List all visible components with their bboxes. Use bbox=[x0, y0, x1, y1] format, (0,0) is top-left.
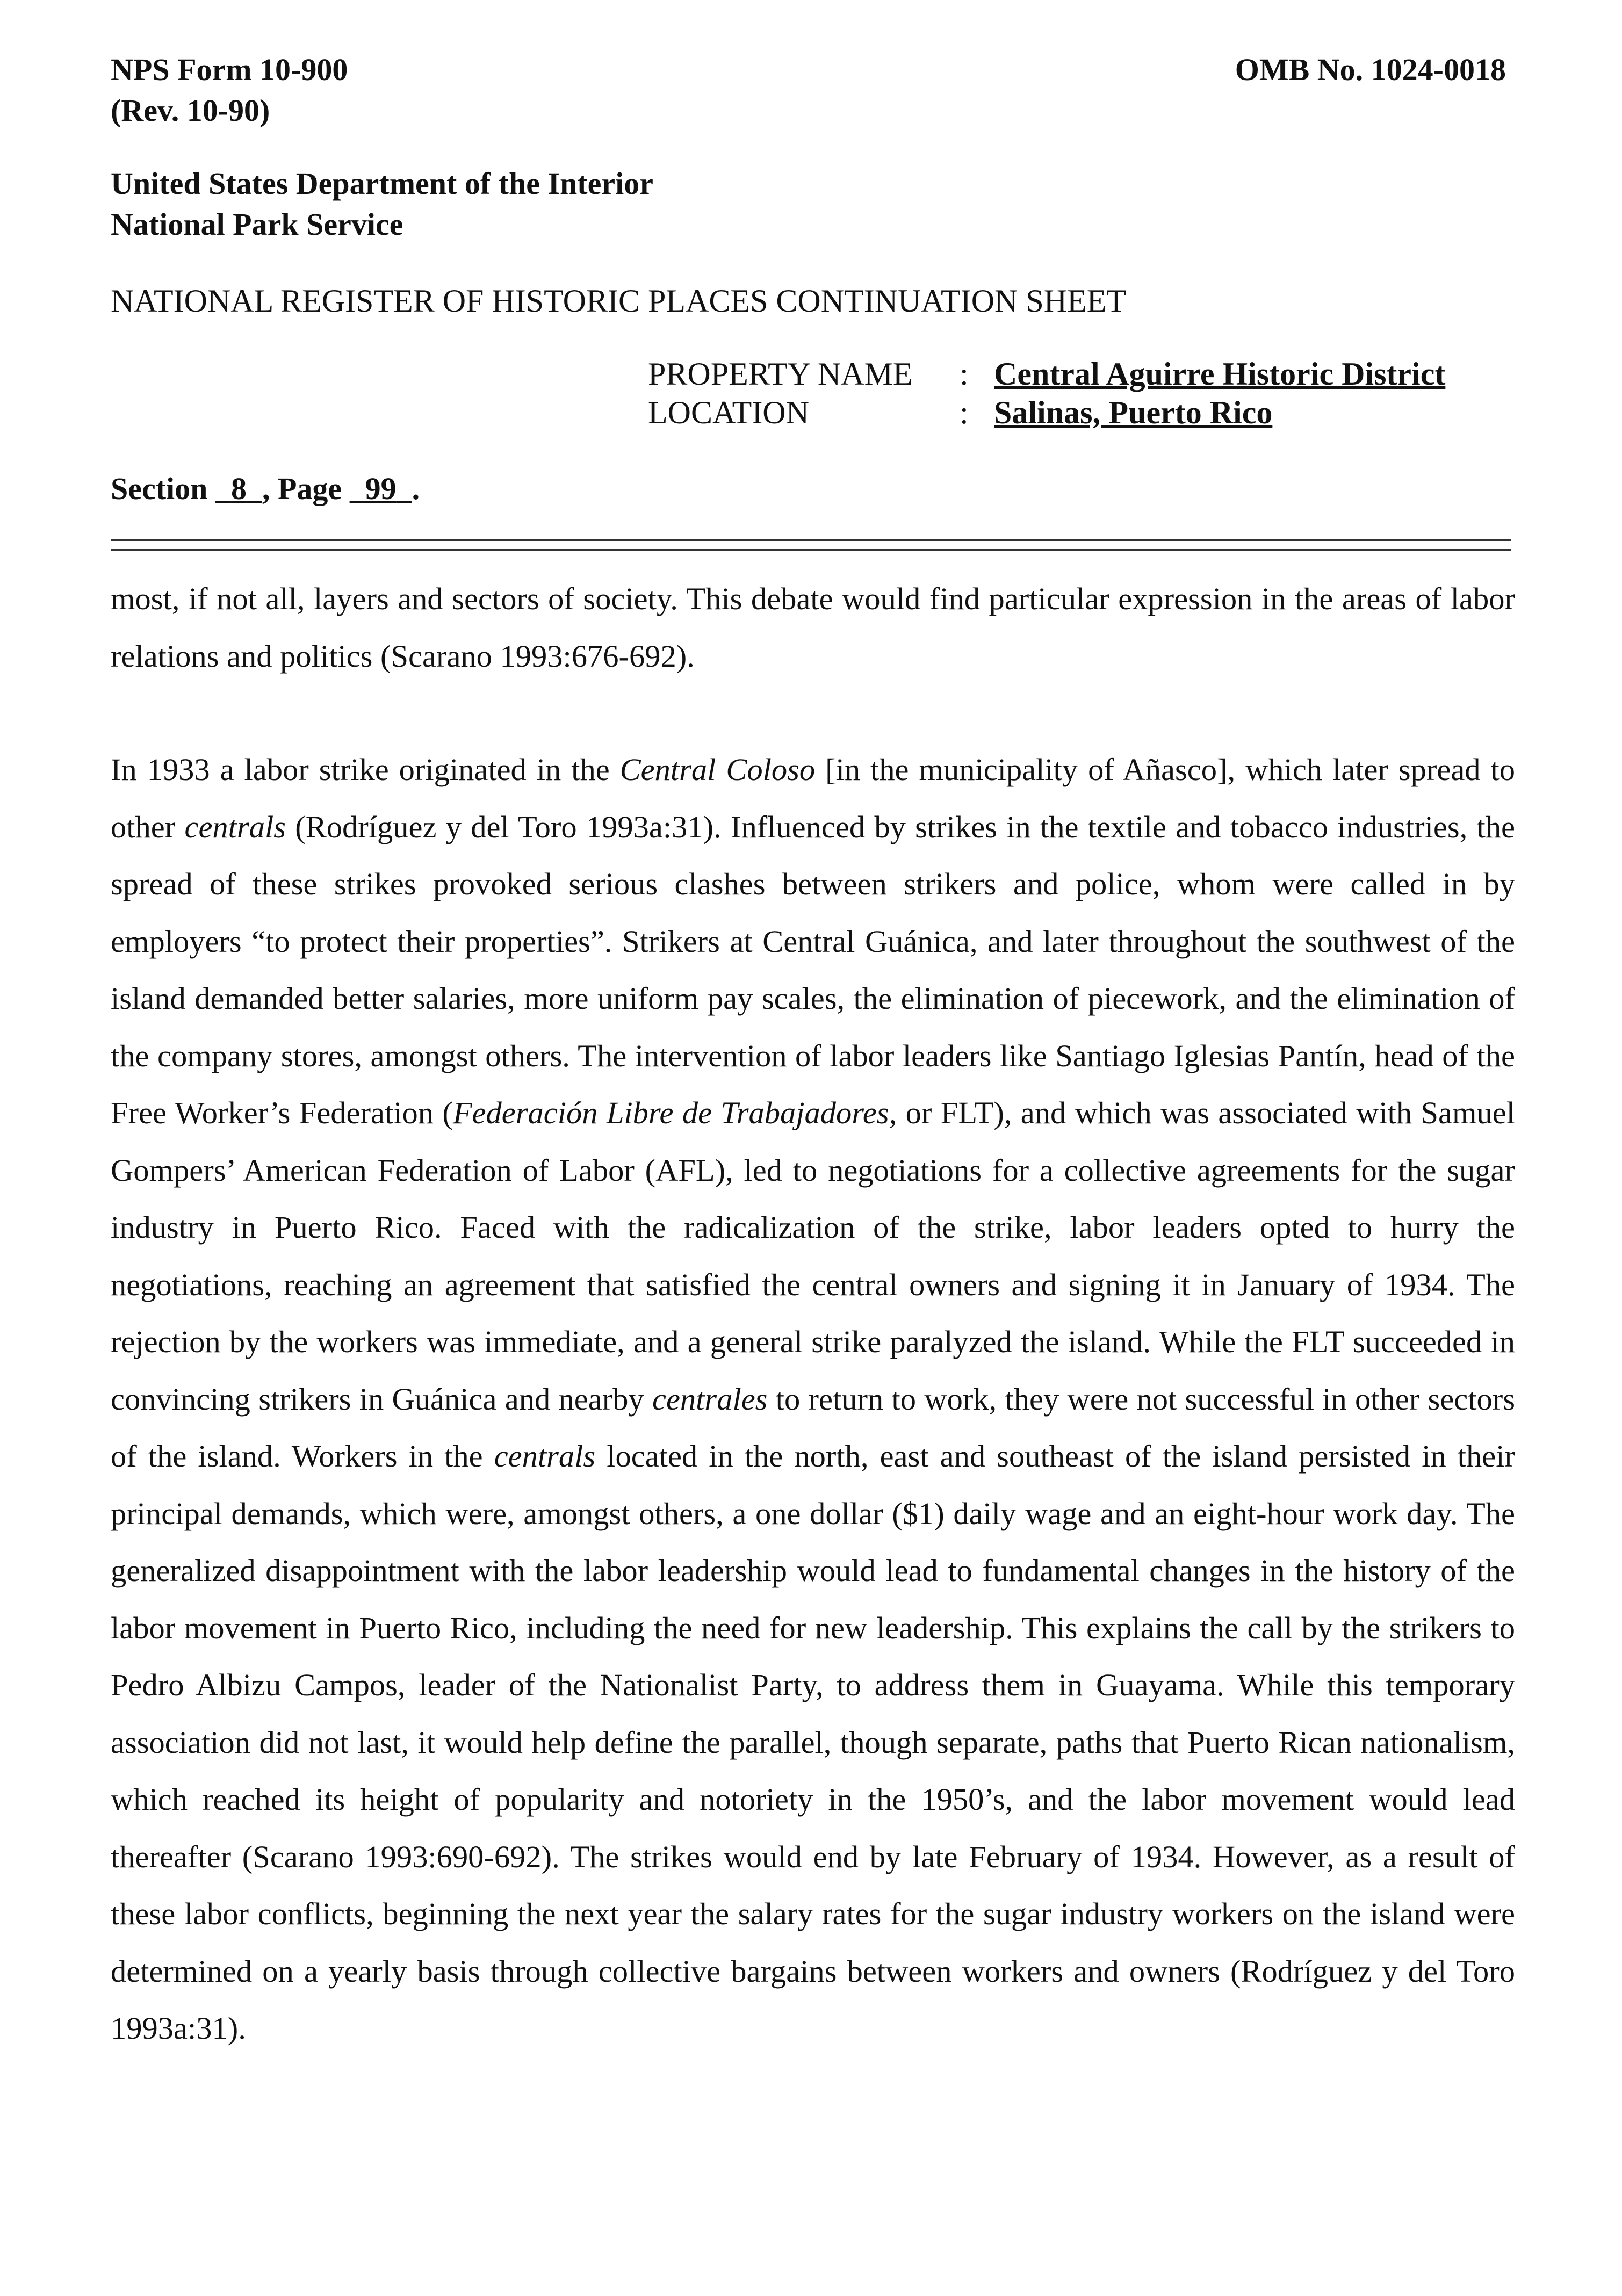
italic-term: Federación Libre de Trabajadores bbox=[452, 1095, 889, 1130]
section-page-line: Section 8 , Page 99 . bbox=[111, 471, 420, 506]
form-number bbox=[111, 49, 348, 131]
property-name-colon: : bbox=[960, 356, 969, 392]
paragraph-1: most, if not all, layers and sectors of society. This debate would find particular expression in the areas of labor relations and politics (Scarano 1993:676-692). bbox=[111, 581, 1515, 674]
agency-name: National Park Service bbox=[111, 207, 403, 242]
property-name-value: Central Aguirre Historic District bbox=[994, 356, 1446, 392]
property-info bbox=[648, 355, 1445, 432]
italic-term: centrals bbox=[184, 809, 286, 844]
omb-number: OMB No. 1024-0018 bbox=[1235, 52, 1506, 87]
italic-term: Central Coloso bbox=[619, 752, 816, 787]
location-colon: : bbox=[960, 395, 969, 430]
paragraph-2: In 1933 a labor strike originated in the Central Coloso [in the municipality of Añasco], which later spread to other centrals (Rodríguez y del Toro 1993a:31). Influenced by strikes in the textile and tobacco industries, the spread of these strikes provoked serious clashes between strikers and police, whom were called in by employers “to protect their properties”. Strikers at Central Guánica, and later throughout the southwest of the island demanded better salaries, more uniform pay scales, the elimination of piecework, and the elimination of the company stores, amongst others. The intervention of labor leaders like Santiago Iglesias Pantín, head of the Free Worker’s Federation (Federación Libre de Trabajadores, or FLT), and which was associated with Samuel Gompers’ American Federation of Labor (AFL), led to negotiations for a collective agreements for the sugar industry in Puerto Rico. Faced with the radicalization of the strike, labor leaders opted to hurry the negotiations, reaching an agreement that satisfied the central owners and signing it in January of 1934. The rejection by the workers was immediate, and a general strike paralyzed the island. While the FLT succeeded in convincing strikers in Guánica and nearby centrales to return to work, they were not successful in other sectors of the island. Workers in the centrals located in the north, east and southeast of the island persisted in their principal demands, which were, amongst others, a one dollar ($1) daily wage and an eight-hour work day. The generalized disappointment with the labor leadership would lead to fundamental changes in the history of the labor movement in Puerto Rico, including the need for new leadership. This explains the call by the strikers to Pedro Albizu Campos, leader of the Nationalist Party, to address them in Guayama. While this temporary association did not last, it would help define the parallel, though separate, paths that Puerto Rican nationalism, which reached its height of popularity and notoriety in the 1950’s, and the labor movement would lead thereafter (Scarano 1993:690-692). The strikes would end by late February of 1934. However, as a result of these labor conflicts, beginning the next year the salary rates for the sugar industry workers on the island were determined on a yearly basis through collective bargains between workers and owners (Rodríguez y del Toro 1993a:31). bbox=[111, 752, 1516, 2046]
form-number-line: NPS Form 10-900 bbox=[111, 52, 348, 87]
location-value: Salinas, Puerto Rico bbox=[994, 395, 1273, 430]
form-revision-line: (Rev. 10-90) bbox=[111, 93, 270, 128]
department-heading bbox=[111, 163, 653, 245]
department-name: United States Department of the Interior bbox=[111, 166, 653, 201]
section-number: 8 bbox=[230, 471, 247, 506]
location-label: LOCATION bbox=[648, 395, 809, 430]
page-label: Page bbox=[277, 471, 342, 506]
register-title: NATIONAL REGISTER OF HISTORIC PLACES CONTINUATION SHEET bbox=[111, 283, 1126, 319]
page-number: 99 bbox=[365, 471, 397, 506]
italic-term: centrales bbox=[652, 1381, 768, 1417]
header-divider bbox=[111, 539, 1511, 551]
property-name-label: PROPERTY NAME bbox=[648, 356, 913, 392]
section-label: Section bbox=[111, 471, 208, 506]
italic-term: centrals bbox=[494, 1439, 596, 1474]
property-name-row bbox=[648, 355, 1445, 393]
location-row bbox=[648, 393, 1445, 432]
